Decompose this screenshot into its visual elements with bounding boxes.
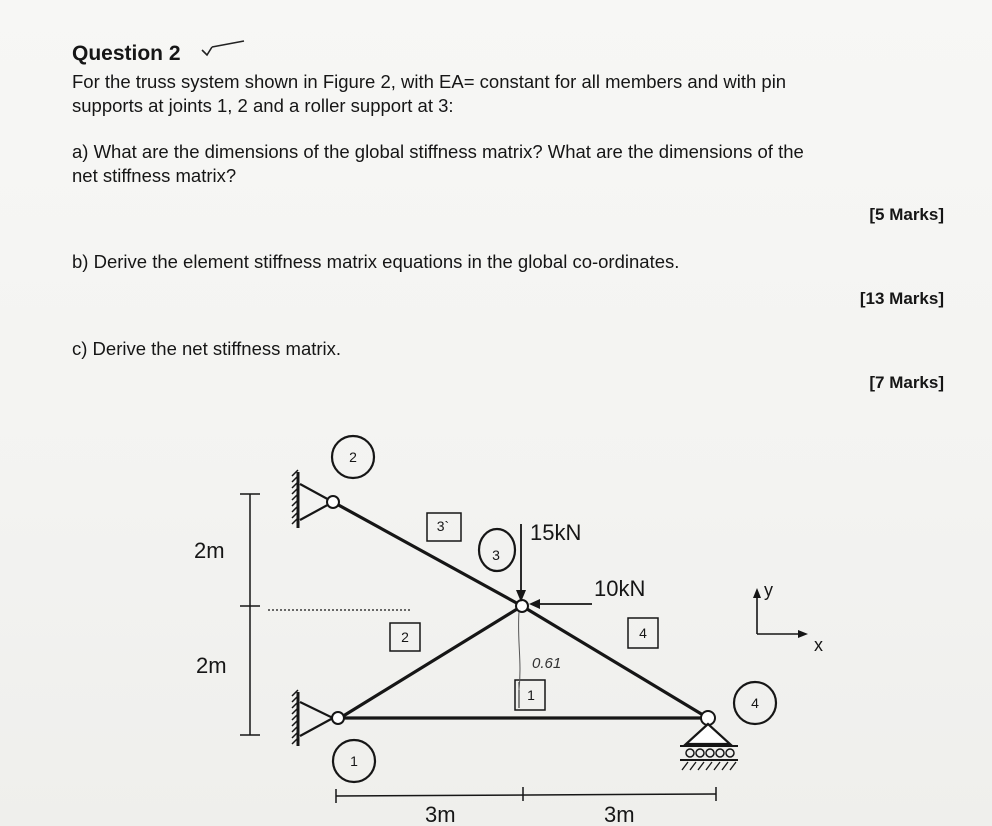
svg-text:3`: 3` — [436, 518, 450, 534]
part-b-text: b) Derive the element stiffness matrix equations in the global co-ordinates. — [72, 251, 680, 272]
pin-joint-3 — [516, 600, 528, 612]
truss-figure — [0, 400, 992, 826]
pencil-vertical-line — [519, 612, 520, 690]
svg-text:2: 2 — [349, 449, 357, 465]
part-a-marks: [5 Marks] — [869, 205, 944, 224]
svg-text:4: 4 — [639, 625, 647, 641]
part-a-line-1: a) What are the dimensions of the global stiffness matrix? What are the dimensions of the — [72, 141, 804, 162]
dim-left-bottom: 2m — [196, 653, 227, 678]
roller-support — [680, 724, 738, 770]
handwritten-tick-icon — [200, 38, 246, 60]
joint-label-4 — [734, 682, 776, 724]
element-label-3 — [427, 513, 461, 541]
load-10kN-arrow — [529, 599, 592, 609]
member-2 — [340, 606, 522, 718]
part-a-line-2: net stiffness matrix? — [72, 165, 237, 186]
joint-label-3 — [479, 529, 515, 571]
question-title: Question 2 — [72, 42, 181, 65]
svg-text:2: 2 — [401, 629, 409, 645]
element-label-2 — [390, 623, 420, 651]
wall-support-lower — [292, 690, 333, 746]
axis-y-label: y — [764, 580, 773, 600]
svg-text:4: 4 — [751, 695, 759, 711]
load-15kN-label: 15kN — [530, 520, 582, 545]
horizontal-dimension-line — [336, 787, 716, 803]
handwritten-note: 0.61 — [532, 655, 562, 672]
part-b-marks: [13 Marks] — [859, 289, 944, 308]
pin-joint-1 — [332, 712, 344, 724]
svg-text:1: 1 — [527, 687, 535, 703]
element-label-4 — [628, 618, 658, 648]
dim-bottom-right: 3m — [604, 802, 635, 826]
load-10kN-label: 10kN — [594, 576, 646, 601]
axis-x-label: x — [814, 635, 823, 655]
joint-label-2 — [332, 436, 374, 478]
intro-line-1: For the truss system shown in Figure 2, with EA= constant for all members and with pin — [72, 71, 787, 92]
part-c-marks: [7 Marks] — [869, 373, 944, 392]
axes-icon — [753, 588, 808, 638]
load-15kN-arrow — [516, 524, 526, 602]
svg-text:1: 1 — [350, 753, 358, 769]
pin-joint-2 — [327, 496, 339, 508]
dim-left-top: 2m — [194, 538, 225, 563]
joint-label-1 — [333, 740, 375, 782]
part-c-text: c) Derive the net stiffness matrix. — [72, 338, 342, 359]
svg-text:3: 3 — [492, 547, 500, 563]
dim-bottom-left: 3m — [425, 802, 456, 826]
intro-line-2: supports at joints 1, 2 and a roller support at 3: — [72, 95, 454, 116]
vertical-dimension-line — [240, 494, 260, 735]
